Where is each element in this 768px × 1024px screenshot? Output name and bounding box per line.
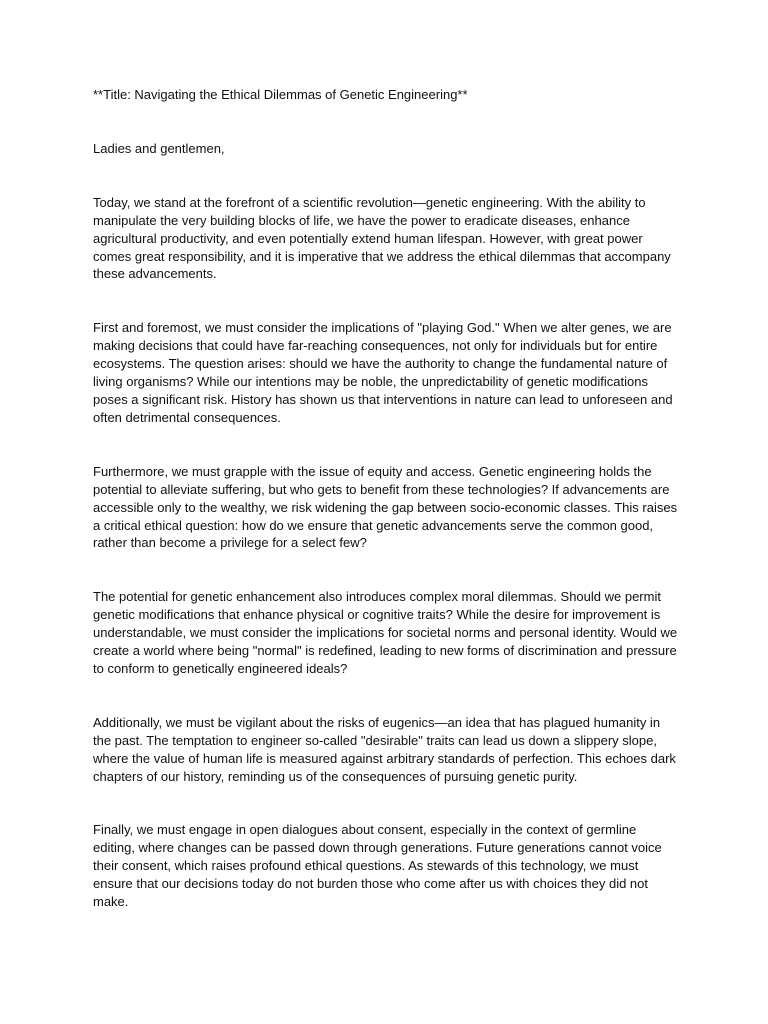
paragraph: Additionally, we must be vigilant about the risks of eugenics—an idea that has plagued humanity in the past. The temptation to engineer so-called "desirable" traits can lead us down a slippery slope, where the value of human life is measured against arbitrary standards of perfection. This echoes dark chapters of our history, reminding us of the consequences of pursuing genetic purity.: [93, 714, 676, 784]
document-page: [93, 86, 681, 911]
paragraph: Furthermore, we must grapple with the issue of equity and access. Genetic engineering holds the potential to alleviate suffering, but who gets to benefit from these technologies? If advancements are accessible only to the wealthy, we risk widening the gap between socio-economic classes. This raises a critical ethical question: how do we ensure that genetic advancements serve the common good, rather than become a privilege for a select few?: [93, 463, 678, 551]
paragraph: Finally, we must engage in open dialogues about consent, especially in the context of germline editing, where changes can be passed down through generations. Future generations cannot voice their consent, which raises profound ethical questions. As stewards of this technology, we must ensure that our decisions today do not burden those who come after us with choices they did not make.: [93, 822, 662, 910]
paragraph: The potential for genetic enhancement also introduces complex moral dilemmas. Should we permit genetic modifications that enhance physical or cognitive traits? While the desire for improvement is understandable, we must consider the implications for societal norms and personal identity. Would we create a world where being "normal" is redefined, leading to new forms of discrimination and pressure to conform to genetically engineered ideals?: [93, 589, 678, 676]
greeting: Ladies and gentlemen,: [93, 140, 225, 156]
document-title: **Title: Navigating the Ethical Dilemmas of Genetic Engineering**: [93, 87, 468, 102]
paragraph: First and foremost, we must consider the implications of "playing God." When we alter genes, we are making decisions that could have far-reaching consequences, not only for individuals but for entire ecosystems. The question arises: should we have the authority to change the fundamental nature of living organisms? While our intentions may be noble, the unpredictability of genetic modifications poses a significant risk. History has shown us that interventions in nature can lead to unforeseen and often detrimental consequences.: [93, 320, 673, 425]
paragraph: Today, we stand at the forefront of a scientific revolution—genetic engineering. With the ability to manipulate the very building blocks of life, we have the power to eradicate diseases, enhance agricultural productivity, and even potentially extend human lifespan. However, with great power comes great responsibility, and it is imperative that we address the ethical dilemmas that accompany these advancements.: [93, 194, 671, 282]
